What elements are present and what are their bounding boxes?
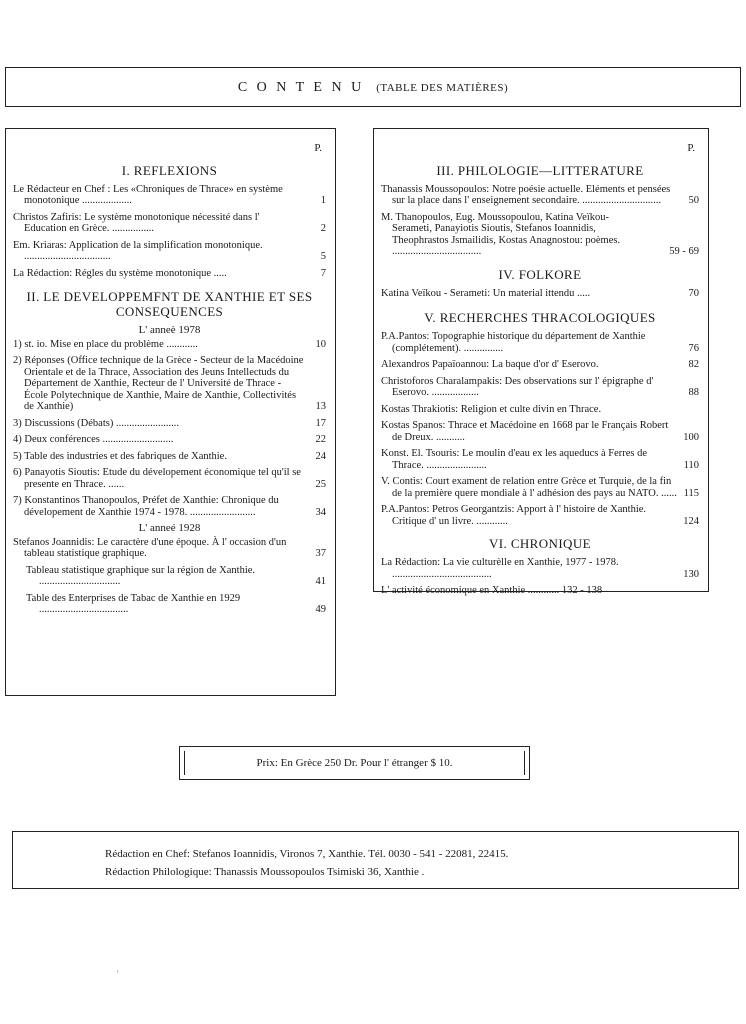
- section-title-recherches: V. RECHERCHES THRACOLOGIQUES: [424, 310, 656, 325]
- toc-entry-text: Christos Zafiris: Le système monotonique nécessité dans l' Education en Grèce. ................: [13, 211, 260, 234]
- toc-entry-page: 82: [688, 359, 699, 370]
- toc-entry-text: 6) Panayotis Sioutis: Etude du dévelopement économique tel qu'il se presente en Thrace. ......: [13, 467, 301, 490]
- toc-entry-text: La Rédaction: La vie culturèlle en Xanthie, 1977 - 1978. ......................................: [381, 557, 619, 580]
- toc-entry-text: V. Contis: Court exament de relation entre Grèce et Turquie, de la fin de la première quere mondiale à l' adhésion des pays au NATO. ......: [381, 476, 677, 499]
- toc-entry-text: 7) Konstantinos Thanopoulos, Préfet de Xanthie: Chronique du dévelopement de Xanthie 1974 - 1978. .........................: [13, 495, 279, 518]
- toc-entry-page: 110: [683, 459, 699, 471]
- contents-title: C O N T E N U: [237, 80, 365, 95]
- title-box: [5, 67, 741, 107]
- toc-entry-page: 17: [315, 417, 326, 429]
- right-column: [373, 128, 709, 596]
- toc-list-philologie: [381, 184, 699, 258]
- price-text: Prix: En Grèce 250 Dr. Pour l' étranger $ 10.: [256, 757, 453, 769]
- toc-entry: [13, 184, 326, 207]
- toc-list-1928: [13, 537, 326, 616]
- toc-list-folkore: [381, 288, 699, 300]
- toc-entry: [381, 404, 699, 416]
- toc-entry-text: Table des Enterprises de Tabac de Xanthie en 1929 ..................................: [26, 592, 241, 615]
- toc-entry: [13, 339, 326, 351]
- toc-entry-page: 22: [315, 434, 326, 445]
- section-title-developpement: II. LE DEVELOPPEMFNT DE XANTHIE ET SES CONSEQUENCES: [26, 289, 313, 319]
- editor-in-chief-line: Rédaction en Chef: Stefanos Ioannidis, Vironos 7, Xanthie. Tél. 0030 - 541 - 22081, 22415.: [105, 848, 509, 860]
- toc-entry-text: Le Rédacteur en Chef : Les «Chroniques de Thrace» en système monotonique ...................: [13, 183, 283, 206]
- toc-entry-page: 7: [320, 267, 326, 279]
- toc-list-chronique: [381, 557, 699, 597]
- subsection-title-1978: L' anneè 1978: [138, 324, 201, 336]
- toc-entry-page: 1: [320, 195, 326, 206]
- contents-subtitle: (TABLE DES MATIÈRES): [376, 82, 509, 94]
- toc-entry-page: 34: [315, 506, 326, 518]
- toc-entry-page: 37: [315, 548, 326, 559]
- toc-entry: [381, 504, 699, 527]
- toc-entry-text: Stefanos Joannidis: Le caractère d'une époque. À l' occasion d'un tableau statistique graphique.: [13, 536, 287, 559]
- philological-editor-line: Rédaction Philologique: Thanassis Moussopoulos Tsimiski 36, Xanthie .: [105, 866, 425, 878]
- toc-entry: [13, 212, 326, 235]
- toc-list-reflexions: [13, 184, 326, 280]
- toc-entry-page: 76: [688, 342, 699, 354]
- toc-entry-text: Tableau statistique graphique sur la région de Xanthie. ...............................: [26, 564, 256, 587]
- toc-entry-text: 3) Discussions (Débats) ........................: [13, 417, 179, 429]
- toc-entry: [13, 565, 326, 588]
- toc-entry-text: Katina Veïkou - Serameti: Un material ittendu .....: [381, 287, 591, 299]
- price-box: [179, 746, 530, 780]
- toc-entry-page: 70: [688, 287, 699, 299]
- subsection-title-1928: L' anneé 1928: [138, 522, 201, 534]
- toc-entry: [13, 418, 326, 430]
- toc-entry-text: L' activité économique en Xanthie ............ 132 - 138: [381, 585, 603, 596]
- toc-entry-page: 50: [688, 195, 699, 206]
- toc-entry-page: 41: [315, 576, 326, 587]
- toc-entry: [13, 434, 326, 446]
- toc-entry-text: Kostas Thrakiotis: Religion et culte divin en Thrace.: [381, 403, 602, 415]
- toc-entry-page: 124: [683, 515, 699, 527]
- toc-entry: [13, 593, 326, 616]
- toc-entry-page: 10: [315, 338, 326, 350]
- page-column-label: P.: [687, 142, 695, 154]
- section-title-philologie: III. PHILOLOGIE—LITTERATURE: [436, 162, 644, 178]
- toc-entry-text: La Rédaction: Régles du système monotonique .....: [13, 267, 227, 279]
- toc-entry-text: P.A.Pantos: Topographie historique du département de Xanthie (complétement). ...............: [381, 331, 646, 354]
- toc-list-recherches: [381, 331, 699, 527]
- print-speck: ': [117, 969, 119, 978]
- toc-entry-page: 130: [683, 568, 699, 580]
- toc-entry: [381, 448, 699, 471]
- toc-entry-text: 5) Table des industries et des fabriques de Xanthie.: [13, 450, 227, 462]
- section-title-folkore: IV. FOLKORE: [498, 266, 582, 282]
- toc-entry-page: 2: [320, 223, 326, 234]
- toc-entry: [13, 355, 326, 413]
- toc-entry-text: Christoforos Charalampakis: Des observations sur l' épigraphe d' Eserovo. ..................: [381, 375, 654, 398]
- toc-entry-text: Thanassis Moussopoulos: Notre poésie actuelle. Eléments et pensées sur la place dans l' enseignement secondaire. ..............................: [381, 183, 671, 206]
- section-title-chronique: VI. CHRONIQUE: [489, 536, 591, 551]
- toc-entry: [381, 359, 699, 371]
- toc-entry: [381, 420, 699, 443]
- toc-entry: [381, 212, 699, 258]
- toc-entry: [381, 585, 699, 597]
- section-title-reflexions: I. REFLEXIONS: [121, 162, 218, 178]
- toc-entry-text: 2) Réponses (Office technique de la Grèce - Secteur de la Macédoine Orientale et de la Thrace, Association des Jeuns Intellectuds du Département de Xanthie, Recteur de l' Université de Thrace - École Polytechnique de Xanthie, Maire de Xanthie, Collectivités de Xanthie): [13, 355, 304, 412]
- toc-entry: [13, 467, 326, 490]
- toc-entry-text: Konst. El. Tsouris: Le moulin d'eau ex les aqueducs à Ferres de Thrace. .......................: [381, 448, 648, 471]
- toc-entry-text: 4) Deux conférences ...........................: [13, 434, 174, 445]
- toc-entry: [381, 184, 699, 207]
- toc-entry-text: Kostas Spanos: Thrace et Macédoine en 1668 par le Français Robert de Dreux. ...........: [381, 420, 669, 443]
- toc-entry: [381, 376, 699, 399]
- page-column-label: P.: [314, 142, 322, 154]
- toc-entry: [381, 557, 699, 580]
- toc-entry: [381, 288, 699, 300]
- toc-entry: [13, 451, 326, 463]
- toc-entry-page: 13: [315, 401, 326, 412]
- toc-entry: [381, 331, 699, 354]
- toc-entry-text: M. Thanopoulos, Eug. Moussopoulou, Katina Veïkou-Serameti, Panayiotis Sioutis, Stefanos Ioannidis, Theophrastos Jsmailidis, Kostas Anagnostou: poèmes. ..................................: [381, 211, 621, 257]
- toc-entry-page: 5: [320, 251, 326, 262]
- toc-entry: [381, 476, 699, 499]
- left-column: [5, 128, 336, 696]
- toc-entry-text: Em. Kriaras: Application de la simplification monotonique. .................................: [13, 239, 263, 262]
- toc-entry-page: 24: [315, 450, 326, 462]
- editorial-footer: [12, 831, 739, 889]
- toc-entry-text: P.A.Pantos: Petros Georgantzis: Apport à l' histoire de Xanthie. Critique d' un livre. ............: [381, 504, 647, 527]
- toc-list-1978: [13, 339, 326, 519]
- toc-entry-page: 88: [688, 387, 699, 398]
- toc-entry: [13, 268, 326, 280]
- toc-entry-page: 100: [683, 431, 699, 443]
- toc-entry-text: 1) st. io. Mise en place du problème ............: [13, 338, 198, 350]
- toc-entry: [13, 240, 326, 263]
- toc-entry-text: Alexandros Papaïoannou: La baque d'or d' Eserovo.: [381, 359, 599, 370]
- toc-entry-page: 59 - 69: [669, 246, 699, 257]
- toc-entry-page: 25: [315, 478, 326, 490]
- toc-entry: [13, 537, 326, 560]
- toc-entry-page: 49: [315, 604, 326, 615]
- toc-entry-page: 115: [683, 487, 699, 499]
- toc-entry: [13, 495, 326, 518]
